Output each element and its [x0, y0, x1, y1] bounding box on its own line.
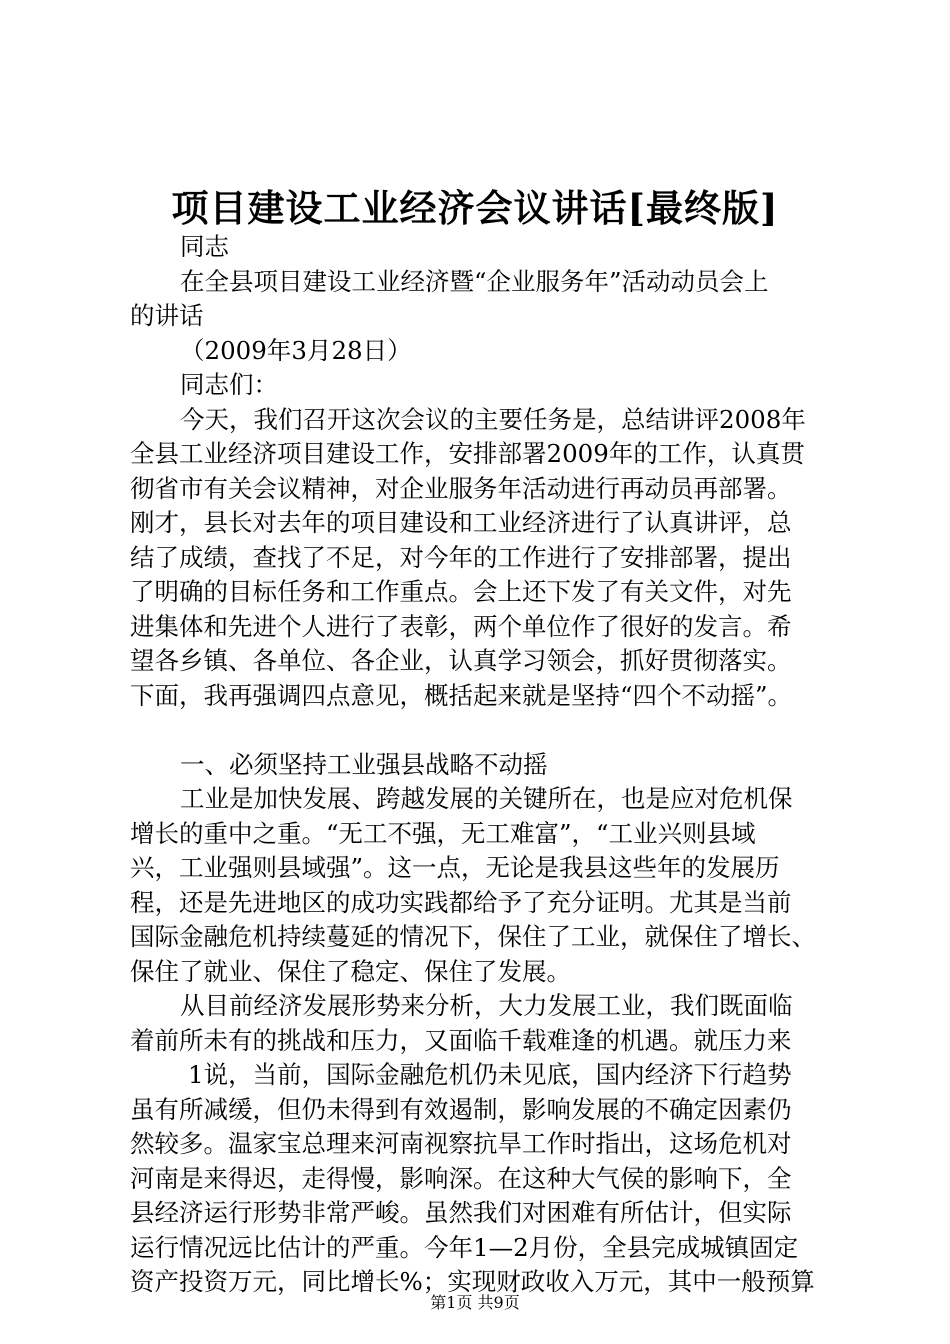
paragraph-line: 望各乡镇、各单位、各企业，认真学习领会，抓好贯彻落实。: [130, 646, 792, 675]
paragraph-line: 1说，当前，国际金融危机仍未见底，国内经济下行趋势: [188, 1060, 792, 1089]
paragraph-line: 结了成绩，查找了不足，对今年的工作进行了安排部署，提出: [130, 542, 792, 572]
paragraph-line: 下面，我再强调四点意见，概括起来就是坚持“四个不动摇”。: [130, 680, 793, 710]
paragraph-line: 刚才，县长对去年的项目建设和工业经济进行了认真讲评，总: [130, 508, 792, 537]
paragraph-line: 国际金融危机持续蔓延的情况下，保住了工业，就保住了增长、: [130, 922, 816, 951]
paragraph-line: 彻省市有关会议精神，对企业服务年活动进行再动员再部署。: [130, 473, 792, 503]
paragraph-line: 运行情况远比估计的严重。今年1—2月份，全县完成城镇固定: [130, 1232, 799, 1262]
paragraph-line: 兴，工业强则县域强”。这一点，无论是我县这些年的发展历: [130, 853, 780, 882]
paragraph-line: 今天，我们召开这次会议的主要任务是，总结讲评2008年: [180, 404, 806, 434]
document-body: [130, 230, 850, 1300]
paragraph-line: 虽有所减缓，但仍未得到有效遏制，影响发展的不确定因素仍: [130, 1094, 792, 1124]
paragraph-line: 工业是加快发展、跨越发展的关键所在，也是应对危机保: [180, 784, 793, 813]
paragraph-line: 全县工业经济项目建设工作，安排部署2009年的工作，认真贯: [130, 439, 805, 468]
paragraph-line: 县经济运行形势非常严峻。虽然我们对困难有所估计，但实际: [130, 1198, 792, 1227]
paragraph-line: 资产投资万元，同比增长%；实现财政收入万元，其中一般预算: [130, 1267, 815, 1296]
greeting-line: 同志们：: [180, 370, 278, 399]
paragraph-line: 程，还是先进地区的成功实践都给予了充分证明。尤其是当前: [130, 887, 792, 917]
salutation-line: 同志: [180, 232, 229, 261]
section-heading: 一、必须坚持工业强县战略不动摇: [180, 749, 548, 779]
paragraph-line: 增长的重中之重。“无工不强，无工难富”，“工业兴则县域: [130, 818, 756, 848]
date-line: （2009年3月28日）: [180, 335, 412, 365]
page-number-footer: 第1页 共9页: [430, 1293, 520, 1312]
speech-subtitle-line: 的讲话: [130, 301, 204, 330]
paragraph-line: 保住了就业、保住了稳定、保住了发展。: [130, 956, 571, 986]
paragraph-spacer: [130, 713, 850, 748]
paragraph-line: 从目前经济发展形势来分析，大力发展工业，我们既面临: [180, 991, 793, 1020]
document-title: 项目建设工业经济会议讲话[最终版]: [171, 186, 779, 230]
paragraph-line: 然较多。温家宝总理来河南视察抗旱工作时指出，这场危机对: [130, 1129, 792, 1158]
paragraph-line: 河南是来得迟，走得慢，影响深。在这种大气侯的影响下，全: [130, 1163, 792, 1193]
speech-subtitle-line: 在全县项目建设工业经济暨“企业服务年”活动动员会上: [180, 266, 769, 296]
paragraph-line: 了明确的目标任务和工作重点。会上还下发了有关文件，对先: [130, 577, 792, 606]
paragraph-line: 进集体和先进个人进行了表彰，两个单位作了很好的发言。希: [130, 611, 792, 641]
paragraph-line: 着前所未有的挑战和压力，又面临千载难逢的机遇。就压力来: [130, 1025, 792, 1055]
